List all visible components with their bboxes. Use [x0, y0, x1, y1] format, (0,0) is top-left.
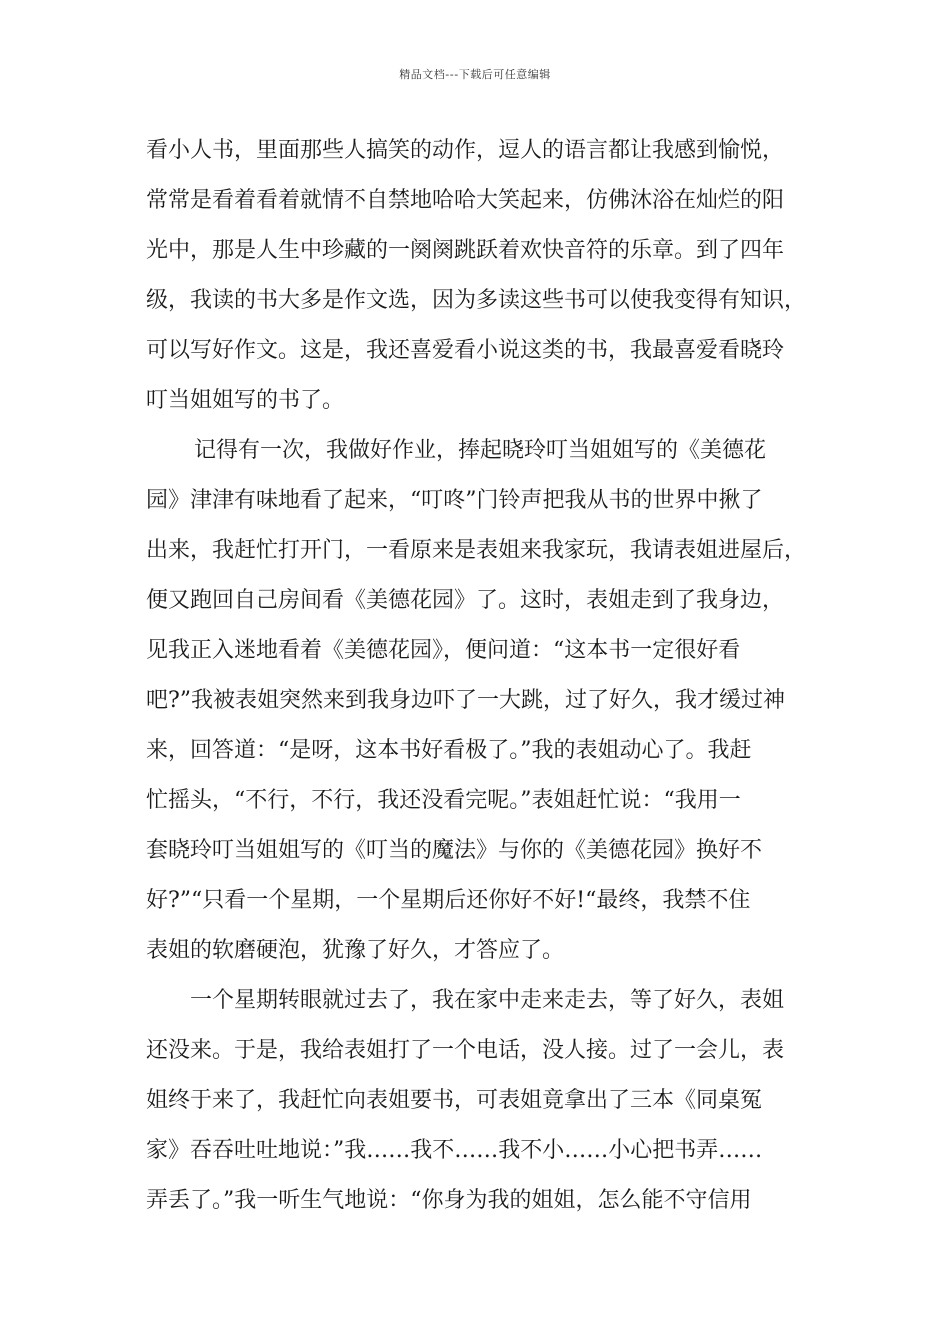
text-line: 记得有一次，我做好作业，捧起晓玲叮当姐姐写的《美德花	[172, 438, 767, 463]
text-line: 表姐的软磨硬泡，犹豫了好久，才答应了。	[146, 938, 565, 963]
text-line: 套晓玲叮当姐姐写的《叮当的魔法》与你的《美德花园》换好不	[146, 838, 763, 863]
text-line: 吧?”我被表姐突然来到我身边吓了一大跳，过了好久，我才缓过神	[146, 688, 786, 713]
text-line: 忙摇头，“不行，不行，我还没看完呢。”表姐赶忙说：“我用一	[146, 788, 741, 813]
text-line: 叮当姐姐写的书了。	[146, 388, 345, 413]
text-line: 常常是看着看着就情不自禁地哈哈大笑起来，仿佛沐浴在灿烂的阳	[146, 188, 785, 213]
text-line: 弄丢了。”我一听生气地说：“你身为我的姐姐，怎么能不守信用	[146, 1188, 752, 1213]
text-line: 来，回答道：“是呀，这本书好看极了。”我的表姐动心了。我赶	[146, 738, 752, 763]
text-line: 级，我读的书大多是作文选，因为多读这些书可以使我变得有知识，	[146, 288, 807, 313]
text-line: 便又跑回自己房间看《美德花园》了。这时，表姐走到了我身边，	[146, 588, 785, 613]
text-line: 园》津津有味地看了起来，“叮咚”门铃声把我从书的世界中揪了	[146, 488, 763, 513]
text-line: 可以写好作文。这是，我还喜爱看小说这类的书，我最喜爱看晓玲	[146, 338, 785, 363]
text-line: 还没来。于是，我给表姐打了一个电话，没人接。过了一会儿，表	[146, 1038, 785, 1063]
text-line: 见我正入迷地看着《美德花园》，便问道：“这本书一定很好看	[146, 638, 741, 663]
text-line: 看小人书，里面那些人搞笑的动作，逗人的语言都让我感到愉悦，	[146, 138, 785, 163]
text-line: 家》吞吞吐吐地说：”我……我不……我不小……小心把书弄……	[146, 1138, 763, 1163]
text-line: 光中，那是人生中珍藏的一阕阕跳跃着欢快音符的乐章。到了四年	[146, 238, 785, 263]
text-line: 一个星期转眼就过去了，我在家中走来走去，等了好久，表姐	[190, 988, 785, 1013]
text-line: 姐终于来了，我赶忙向表姐要书，可表姐竟拿出了三本《同桌冤	[146, 1088, 763, 1113]
page-header: 精品文档---下载后可任意编辑	[399, 68, 551, 81]
text-line: 好?”“只看一个星期，一个星期后还你好不好!“最终，我禁不住	[146, 888, 751, 913]
text-line: 出来，我赶忙打开门，一看原来是表姐来我家玩，我请表姐进屋后，	[146, 538, 807, 563]
